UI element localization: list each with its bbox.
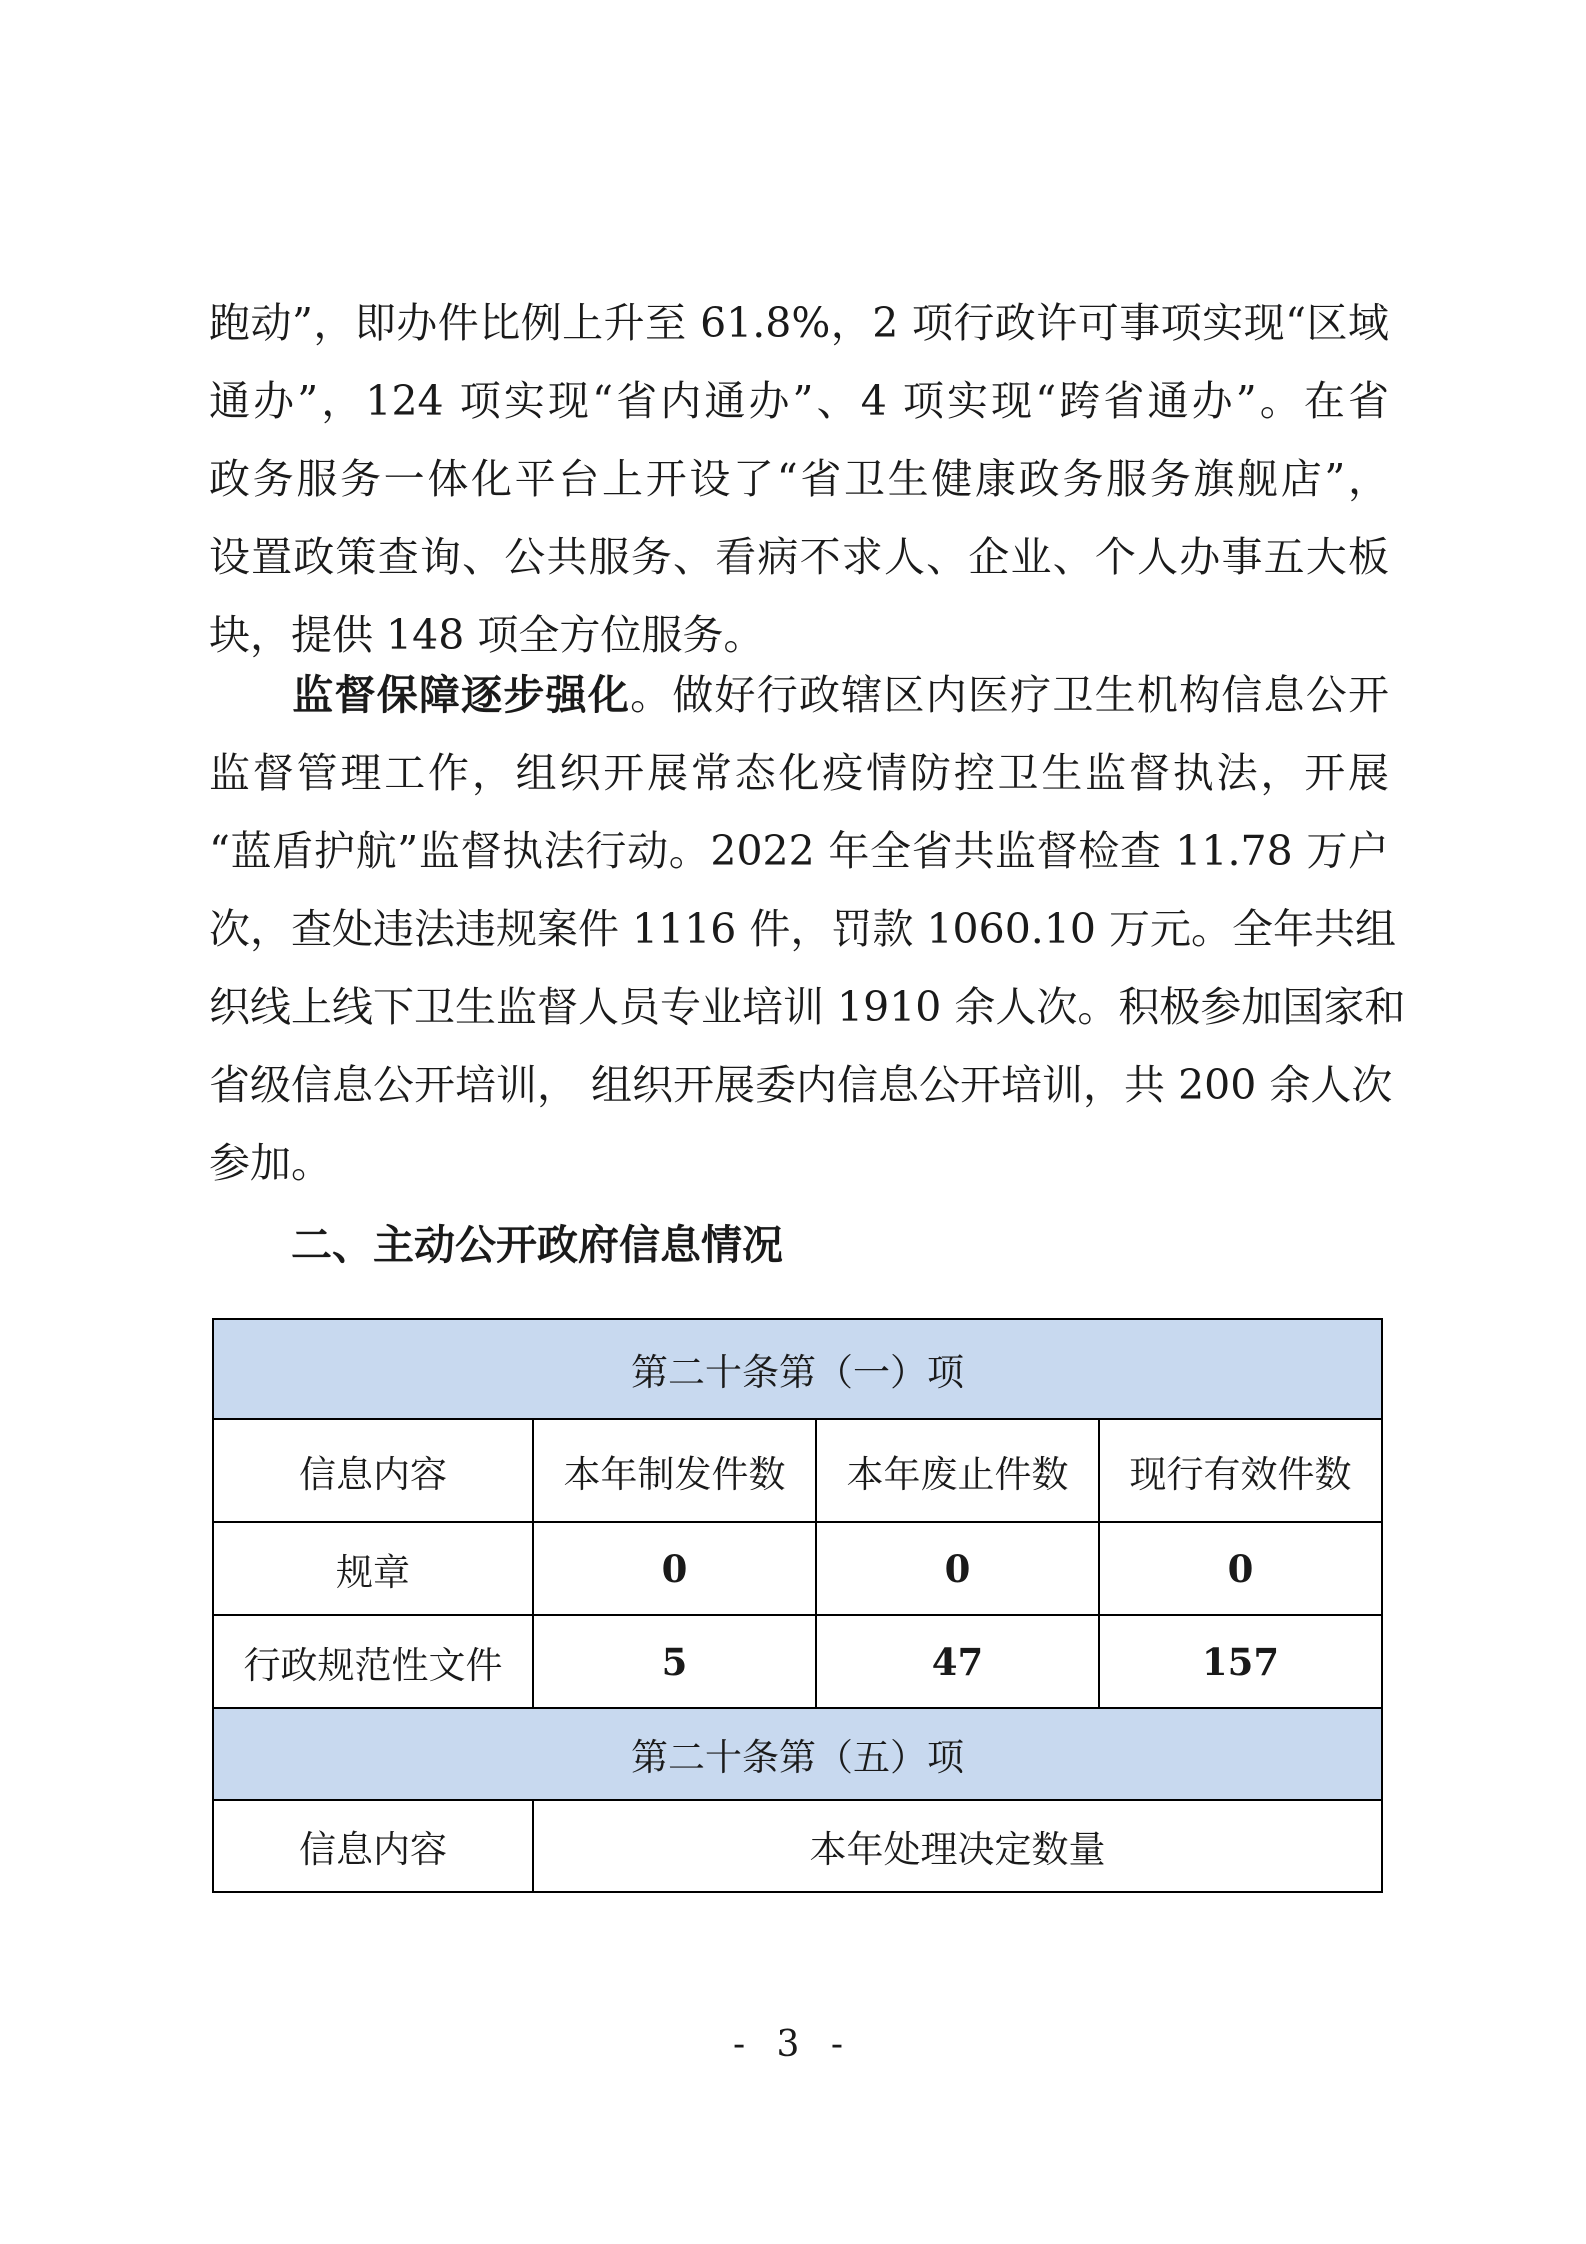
row-label: 规章 [213,1522,533,1615]
column-header: 本年制发件数 [533,1419,816,1522]
table-header-row [213,1419,1382,1522]
row-label: 行政规范性文件 [213,1615,533,1708]
lead-rest: 。做好行政辖区内医疗卫生机构信息公开 [630,671,1389,719]
text-line: 政务服务一体化平台上开设了“省卫生健康政务服务旗舰店”， [209,455,1389,503]
table-header-row [213,1800,1382,1892]
text-line: 块，提供 148 项全方位服务。 [209,611,765,659]
text-line: 监督管理工作，组织开展常态化疫情防控卫生监督执法，开展 [209,749,1389,797]
text-line-lead [209,656,1389,734]
table-band-title: 第二十条第（五）项 [213,1708,1382,1800]
table-cell: 0 [533,1522,816,1615]
column-header: 信息内容 [213,1800,533,1892]
text-line: 织线上线下卫生监督人员专业培训 1910 余人次。积极参加国家和 [209,983,1406,1031]
table-cell: 5 [533,1615,816,1708]
table-cell: 0 [1099,1522,1382,1615]
page-number: - 3 - [732,2024,854,2065]
text-line: 跑动”，即办件比例上升至 61.8%，2 项行政许可事项实现“区域 [209,299,1389,347]
text-line: “蓝盾护航”监督执法行动。2022 年全省共监督检查 11.78 万户 [209,827,1389,875]
section-heading: 二、主动公开政府信息情况 [291,1221,783,1269]
table-row [213,1522,1382,1615]
column-header: 信息内容 [213,1419,533,1522]
text-line: 参加。 [209,1139,332,1187]
paragraph-online-services [209,284,1389,674]
table-band-row [213,1319,1382,1419]
disclosure-table [212,1318,1383,1893]
text-line: 省级信息公开培训， 组织开展委内信息公开培训，共 200 余人次 [209,1061,1393,1109]
text-line: 设置政策查询、公共服务、看病不求人、企业、个人办事五大板 [209,533,1389,581]
table-cell: 157 [1099,1615,1382,1708]
lead-bold-phrase: 监督保障逐步强化 [291,671,631,719]
paragraph-supervision [209,656,1406,1202]
table-cell: 0 [816,1522,1099,1615]
column-header: 本年废止件数 [816,1419,1099,1522]
table-band-title: 第二十条第（一）项 [213,1319,1382,1419]
column-header: 本年处理决定数量 [533,1800,1382,1892]
text-line: 次，查处违法违规案件 1116 件，罚款 1060.10 万元。全年共组 [209,905,1397,953]
text-line: 通办”，124 项实现“省内通办”、4 项实现“跨省通办”。在省 [209,377,1389,425]
table-cell: 47 [816,1615,1099,1708]
table-row [213,1615,1382,1708]
table-band-row [213,1708,1382,1800]
column-header: 现行有效件数 [1099,1419,1382,1522]
